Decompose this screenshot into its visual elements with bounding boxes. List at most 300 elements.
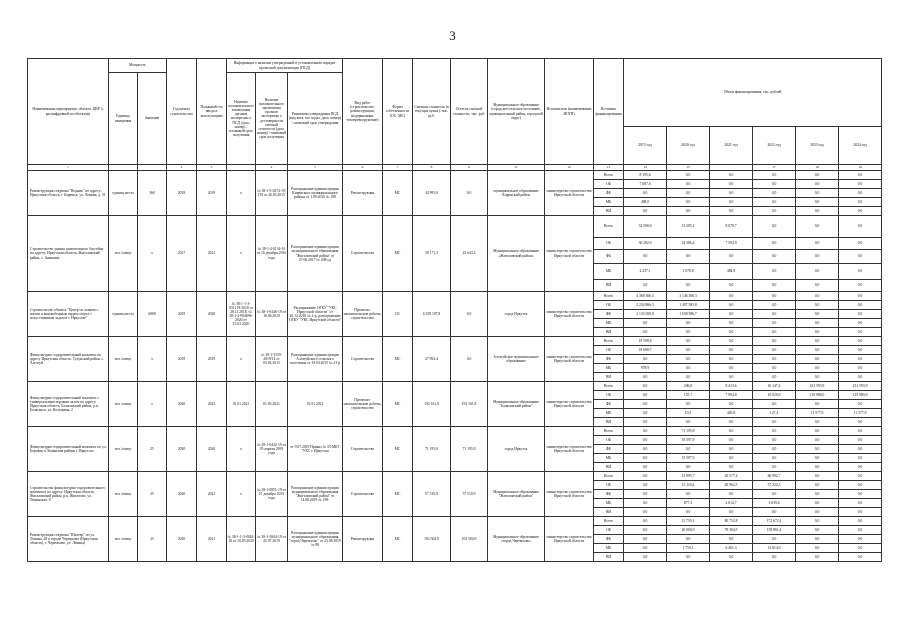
funding-amount: 0,0 bbox=[796, 373, 839, 382]
capacity-unit: чел./смену bbox=[109, 216, 138, 292]
funding-amount: 0,0 bbox=[839, 238, 882, 250]
funding-amount: 0,0 bbox=[839, 400, 882, 409]
funding-source: Всего bbox=[594, 382, 624, 391]
funding-amount: 420,8 bbox=[710, 409, 753, 418]
funding-amount: 0,0 bbox=[753, 355, 796, 364]
municipality: Муниципальное образование "Балаганский район" bbox=[488, 382, 545, 427]
cost-remainder: 22 643,2 bbox=[451, 216, 488, 292]
funding-amount: 0,0 bbox=[753, 508, 796, 517]
funding-amount: 3 146 368,3 bbox=[667, 292, 710, 301]
funding-amount: 0,0 bbox=[839, 526, 882, 535]
work-type: Реконструкция bbox=[343, 517, 383, 562]
estimated-cost: 27 992,4 bbox=[413, 337, 451, 382]
year-end: 2023 bbox=[197, 382, 227, 427]
object-name: Реконструкция стадиона "Водник" по адресу: Иркутская область, г. Киренск, ул. Ленина, д. 51 bbox=[28, 171, 109, 216]
funding-amount: 0,0 bbox=[796, 508, 839, 517]
funding-amount: 0,0 bbox=[667, 346, 710, 355]
funding-source: ОБ bbox=[594, 238, 624, 250]
funding-amount: 0,0 bbox=[710, 418, 753, 427]
funding-amount: 0,0 bbox=[839, 508, 882, 517]
estimated-cost: 71 195,8 bbox=[413, 427, 451, 472]
expertise: х bbox=[227, 427, 256, 472]
header-unit: Единица измерения bbox=[109, 73, 138, 165]
funding-amount: 0,0 bbox=[839, 517, 882, 526]
funding-amount: 484,8 bbox=[710, 264, 753, 280]
cost-remainder: 57 510,9 bbox=[451, 472, 488, 517]
cost-expertise: № 38-1-0446-19 от 16.06.2019 bbox=[256, 292, 288, 337]
funding-source: ОБ bbox=[594, 180, 624, 189]
funding-amount: 0,0 bbox=[624, 517, 667, 526]
capacity-value: 360 bbox=[138, 171, 167, 216]
funding-amount: 0,0 bbox=[667, 207, 710, 216]
funding-amount: 498,0 bbox=[624, 198, 667, 207]
funding-amount: 0,0 bbox=[753, 364, 796, 373]
funding-amount: 0,0 bbox=[624, 328, 667, 337]
funding-amount: 0,0 bbox=[839, 553, 882, 562]
funding-amount: 0,0 bbox=[710, 180, 753, 189]
funding-amount: 0,0 bbox=[839, 328, 882, 337]
funding-amount: 0,0 bbox=[624, 409, 667, 418]
page-number: 3 bbox=[449, 28, 456, 43]
funding-amount: 0,0 bbox=[753, 180, 796, 189]
funding-amount: 0,0 bbox=[667, 337, 710, 346]
funding-amount: 0,0 bbox=[796, 264, 839, 280]
funding-amount: 0,0 bbox=[624, 499, 667, 508]
funding-amount: 0,0 bbox=[796, 454, 839, 463]
header-rest: Остаток сметной стоимости, тыс. руб. bbox=[451, 59, 488, 165]
municipality: город Иркутск bbox=[488, 292, 545, 337]
funding-amount: 79 304,5 bbox=[710, 526, 753, 535]
funding-amount: 0,0 bbox=[839, 319, 882, 328]
funding-amount: 8 195,6 bbox=[624, 171, 667, 180]
funding-amount: 0,0 bbox=[839, 535, 882, 544]
funding-amount: 0,0 bbox=[710, 553, 753, 562]
header-year: 2022 год bbox=[753, 127, 796, 165]
work-type: Реконструкция bbox=[343, 171, 383, 216]
funding-amount: 0,0 bbox=[753, 553, 796, 562]
column-number: 1 bbox=[28, 165, 109, 171]
funding-amount: 0,0 bbox=[839, 198, 882, 207]
cost-remainder: 192 161,8 bbox=[451, 382, 488, 427]
capacity-value: 25 bbox=[138, 472, 167, 517]
year-start: 2017 bbox=[167, 216, 197, 292]
funding-amount: 0,0 bbox=[796, 544, 839, 553]
cost-expertise: № 38-1-3559-2019/14 от 03.02.2015 bbox=[256, 337, 288, 382]
funding-source: Всего bbox=[594, 292, 624, 301]
funding-amount: 0,0 bbox=[667, 445, 710, 454]
executor: министерство строительства Иркутской области bbox=[545, 337, 594, 382]
funding-amount: 0,0 bbox=[624, 481, 667, 490]
funding-amount: 0,0 bbox=[667, 463, 710, 472]
funding-amount: 0,0 bbox=[624, 355, 667, 364]
year-end: 2020 bbox=[197, 292, 227, 337]
funding-amount: 0,0 bbox=[710, 445, 753, 454]
funding-amount: 0,0 bbox=[667, 328, 710, 337]
header-cost-expertise: Наличие положительного заключения органов экспертизы о достоверности сметной стоимости (дата, номер) / плановый срок получения bbox=[256, 73, 288, 165]
funding-amount: 0,0 bbox=[753, 238, 796, 250]
funding-amount: 0,0 bbox=[667, 490, 710, 499]
funding-amount: 0,0 bbox=[839, 463, 882, 472]
capacity-unit: чел./смену bbox=[109, 472, 138, 517]
funding-amount: 0,0 bbox=[796, 355, 839, 364]
funding-amount: 0,0 bbox=[624, 382, 667, 391]
year-end: 2020 bbox=[197, 427, 227, 472]
funding-source: МБ bbox=[594, 454, 624, 463]
funding-amount: 0,0 bbox=[796, 400, 839, 409]
funding-amount: 0,0 bbox=[753, 292, 796, 301]
funding-amount: 127,4 bbox=[753, 409, 796, 418]
funding-amount: 978,9 bbox=[624, 364, 667, 373]
funding-amount: 0,0 bbox=[710, 328, 753, 337]
funding-source: Всего bbox=[594, 472, 624, 481]
column-number: 15 bbox=[667, 165, 710, 171]
estimated-cost: 57 510,9 bbox=[413, 472, 451, 517]
executor: министерство строительства Иркутской области bbox=[545, 382, 594, 427]
funding-amount: 8 413,6 bbox=[710, 382, 753, 391]
funding-amount: 0,0 bbox=[796, 280, 839, 292]
column-number: 9 bbox=[451, 165, 488, 171]
funding-amount: 0,0 bbox=[796, 216, 839, 238]
funding-amount: 1 497 583,8 bbox=[667, 301, 710, 310]
funding-amount: 0,0 bbox=[796, 180, 839, 189]
funding-amount: 45 577,2 bbox=[710, 472, 753, 481]
funding-amount: 0,0 bbox=[624, 391, 667, 400]
funding-amount: 155,7 bbox=[667, 391, 710, 400]
funding-amount: 0,0 bbox=[796, 517, 839, 526]
funding-amount: 0,0 bbox=[667, 400, 710, 409]
column-number: 13 bbox=[594, 165, 624, 171]
column-number: 14 bbox=[624, 165, 667, 171]
funding-amount: 0,0 bbox=[796, 319, 839, 328]
funding-amount: 0,0 bbox=[796, 526, 839, 535]
funding-amount: 0,0 bbox=[796, 418, 839, 427]
header-capacity: Мощность bbox=[109, 59, 167, 73]
funding-source: МБ bbox=[594, 319, 624, 328]
funding-amount: 0,0 bbox=[710, 189, 753, 198]
funding-source: ВИ bbox=[594, 463, 624, 472]
funding-amount: 0,0 bbox=[710, 292, 753, 301]
capacity-unit: чел./смену bbox=[109, 382, 138, 427]
funding-amount: 4 368 366,3 bbox=[624, 292, 667, 301]
approval: Распоряжение администрации муниципального образования "Жигаловский район" от 14.08.2019 № 199- bbox=[288, 472, 343, 517]
funding-amount: 0,0 bbox=[624, 508, 667, 517]
funding-amount: 0,0 bbox=[753, 301, 796, 310]
funding-amount: 0,0 bbox=[624, 418, 667, 427]
expertise: № 38-1-1-3-0044-18 от 10.05.2020 bbox=[227, 517, 256, 562]
funding-amount: 2 133 500,0 bbox=[624, 310, 667, 319]
capacity-value: х bbox=[138, 216, 167, 292]
funding-amount: 0,0 bbox=[753, 436, 796, 445]
column-number: 6 bbox=[343, 165, 383, 171]
funding-amount: 32 500,0 bbox=[624, 216, 667, 238]
funding-amount: 0,0 bbox=[710, 207, 753, 216]
funding-amount: 10 020,0 bbox=[753, 391, 796, 400]
funding-amount: 15 597,9 bbox=[667, 454, 710, 463]
funding-source: ВИ bbox=[594, 508, 624, 517]
funding-amount: 0,0 bbox=[839, 472, 882, 481]
expertise: х bbox=[227, 216, 256, 292]
year-end: 2022 bbox=[197, 472, 227, 517]
funding-source: ФБ bbox=[594, 490, 624, 499]
funding-amount: 10,3 bbox=[667, 409, 710, 418]
ownership: МС bbox=[383, 216, 413, 292]
municipality: муниципальное образование Киренский район bbox=[488, 171, 545, 216]
funding-amount: 0,0 bbox=[710, 436, 753, 445]
cost-remainder: 102 504,9 bbox=[451, 517, 488, 562]
object-name: Физкультурно-оздоровительный комплекс по адресу Иркутская область, Тулунский район, с. Алгатуй bbox=[28, 337, 109, 382]
header-year: 2015 год bbox=[624, 127, 667, 165]
funding-amount: 8 078,7 bbox=[710, 216, 753, 238]
funding-amount: 57 222,3 bbox=[753, 481, 796, 490]
funding-amount: 0,0 bbox=[796, 436, 839, 445]
funding-amount: 0,0 bbox=[796, 499, 839, 508]
funding-amount: 0,0 bbox=[624, 427, 667, 436]
funding-amount: 0,0 bbox=[796, 364, 839, 373]
table-row bbox=[28, 427, 882, 436]
year-start: 2020 bbox=[167, 472, 197, 517]
capacity-unit: единиц места bbox=[109, 171, 138, 216]
expertise: х bbox=[227, 337, 256, 382]
year-start: 2020 bbox=[167, 427, 197, 472]
capacity-value: х bbox=[138, 382, 167, 427]
table-row bbox=[28, 337, 882, 346]
funding-amount: 0,0 bbox=[667, 418, 710, 427]
funding-amount: 0,0 bbox=[753, 337, 796, 346]
funding-amount: 0,0 bbox=[796, 553, 839, 562]
funding-amount: 13 116,4 bbox=[667, 481, 710, 490]
funding-amount: 0,0 bbox=[624, 472, 667, 481]
executor: министерство строительства Иркутской области bbox=[545, 171, 594, 216]
funding-amount: 0,0 bbox=[753, 346, 796, 355]
funding-source: Всего bbox=[594, 427, 624, 436]
cost-expertise: № 38-1-0432-19 от 05 апреля 2019 года bbox=[256, 427, 288, 472]
table-row bbox=[28, 216, 882, 238]
funding-amount: 0,0 bbox=[839, 301, 882, 310]
table-row bbox=[28, 472, 882, 481]
funding-source: ВИ bbox=[594, 207, 624, 216]
table-row bbox=[28, 517, 882, 526]
funding-amount: 0,0 bbox=[710, 337, 753, 346]
funding-amount: 7 994,8 bbox=[710, 391, 753, 400]
funding-amount: 0,0 bbox=[710, 508, 753, 517]
municipality: Муниципальное образование «Жигаловский район» bbox=[488, 216, 545, 292]
funding-source: ФБ bbox=[594, 355, 624, 364]
funding-amount: 60 992,7 bbox=[753, 472, 796, 481]
approval: от 9.07.2019 Приказ № 33-МБУ "УКС г. Иркутска bbox=[288, 427, 343, 472]
funding-amount: 0,0 bbox=[839, 216, 882, 238]
object-name: Физкультурно-оздоровительный комплекс по ул. Боровая и Ленинская района г. Иркутска bbox=[28, 427, 109, 472]
approval: Распоряжение ОГКУ "УКС Иркутской области" от 26.12.2018 № 2-р, распоряжение ОГКУ "УКС Иркутской области" bbox=[288, 292, 343, 337]
funding-amount: 0,0 bbox=[839, 180, 882, 189]
cost-remainder: 71 195,8 bbox=[451, 427, 488, 472]
funding-amount: 0,0 bbox=[624, 553, 667, 562]
funding-amount: 2 237,1 bbox=[624, 264, 667, 280]
funding-amount: 0,0 bbox=[796, 328, 839, 337]
column-number: 11 bbox=[488, 165, 545, 171]
year-start: 2020 bbox=[167, 517, 197, 562]
funding-amount: 21 759,1 bbox=[667, 517, 710, 526]
funding-amount: 0,0 bbox=[753, 328, 796, 337]
cost-expertise: 01.03.2021 bbox=[256, 382, 288, 427]
municipality: Муниципальное образование "Жигаловский район" bbox=[488, 472, 545, 517]
funding-amount: 6 461,3 bbox=[710, 544, 753, 553]
funding-amount: 16 147,4 bbox=[753, 382, 796, 391]
ownership: ОС bbox=[383, 292, 413, 337]
funding-amount: 0,0 bbox=[667, 508, 710, 517]
header-year: 2020 год bbox=[667, 127, 710, 165]
funding-amount: 231 593,9 bbox=[839, 382, 882, 391]
funding-amount: 0,0 bbox=[667, 553, 710, 562]
column-number: 4 bbox=[256, 165, 288, 171]
funding-source: МБ bbox=[594, 264, 624, 280]
funding-amount: 0,0 bbox=[624, 535, 667, 544]
object-name: Строительство объекта "Центр по хоккею с мячом и конькобежным видам спорта с искусственным льдом в г. Иркутске" bbox=[28, 292, 109, 337]
table-row bbox=[28, 171, 882, 180]
funding-source: ОБ bbox=[594, 481, 624, 490]
funding-source: ОБ bbox=[594, 526, 624, 535]
municipality: Муниципальное образование «город Черемхово» bbox=[488, 517, 545, 562]
funding-amount: 0,0 bbox=[710, 463, 753, 472]
funding-amount: 0,0 bbox=[753, 207, 796, 216]
funding-amount: 0,0 bbox=[796, 346, 839, 355]
funding-amount: 0,0 bbox=[753, 310, 796, 319]
funding-amount: 0,0 bbox=[839, 445, 882, 454]
funding-amount: 0,0 bbox=[839, 499, 882, 508]
funding-amount: 219 980,0 bbox=[839, 391, 882, 400]
funding-amount: 0,0 bbox=[839, 481, 882, 490]
expertise: 01.01.2021 bbox=[227, 382, 256, 427]
funding-amount: 0,0 bbox=[667, 198, 710, 207]
table-row bbox=[28, 382, 882, 391]
cost-remainder: 0,0 bbox=[451, 171, 488, 216]
funding-source: МБ bbox=[594, 364, 624, 373]
funding-amount: 0,0 bbox=[667, 180, 710, 189]
funding-amount: 0,0 bbox=[667, 364, 710, 373]
estimated-cost: 102 504,9 bbox=[413, 517, 451, 562]
estimated-cost: 6 359 197,8 bbox=[413, 292, 451, 337]
object-name: Строительство здания плавательного бассейна по адресу: Иркутская область, Жигаловский район, с. Знаменка bbox=[28, 216, 109, 292]
column-number: 18 bbox=[796, 165, 839, 171]
funding-amount: 71 195,8 bbox=[667, 427, 710, 436]
header-year-start: Год начала строительства bbox=[167, 59, 197, 165]
funding-amount: 0,0 bbox=[796, 463, 839, 472]
header-approval: Реквизиты утверждения ПСД (вид акта, кто издал, дата, номер) / плановый срок утверждения bbox=[288, 73, 343, 165]
header-ownership: Форма собственности (ОС/ МС) bbox=[383, 59, 413, 165]
funding-amount: 0,0 bbox=[710, 319, 753, 328]
funding-amount: 0,0 bbox=[624, 207, 667, 216]
funding-amount: 0,0 bbox=[710, 373, 753, 382]
ownership: МС bbox=[383, 517, 413, 562]
funding-amount: 172 672,4 bbox=[753, 517, 796, 526]
funding-amount: 0,0 bbox=[710, 427, 753, 436]
column-number: 8 bbox=[413, 165, 451, 171]
year-end: 2019 bbox=[197, 337, 227, 382]
column-number: 17 bbox=[753, 165, 796, 171]
column-number: 12 bbox=[545, 165, 594, 171]
column-number: 2 bbox=[167, 165, 197, 171]
ownership: МС bbox=[383, 427, 413, 472]
funding-source: ФБ bbox=[594, 189, 624, 198]
funding-amount: 80 752,8 bbox=[710, 517, 753, 526]
estimated-cost: 192 161,8 bbox=[413, 382, 451, 427]
municipality: город Иркутск bbox=[488, 427, 545, 472]
funding-amount: 1 078,8 bbox=[667, 264, 710, 280]
funding-amount: 0,0 bbox=[667, 373, 710, 382]
header-value: Значение bbox=[138, 73, 167, 165]
funding-amount: 0,0 bbox=[710, 400, 753, 409]
executor: министерство строительства Иркутской области bbox=[545, 517, 594, 562]
funding-amount: 0,0 bbox=[753, 373, 796, 382]
funding-amount: 0,0 bbox=[710, 250, 753, 264]
capacity-unit: чел./смену bbox=[109, 337, 138, 382]
funding-amount: 18 608,7 bbox=[624, 346, 667, 355]
cost-expertise: № 38-1-5-0274-19/ГИ от 26.03.2015 bbox=[256, 171, 288, 216]
funding-amount: 1 638 586,7 bbox=[667, 310, 710, 319]
funding-amount: 0,0 bbox=[796, 189, 839, 198]
funding-source: ФБ bbox=[594, 535, 624, 544]
funding-amount: 7 687,6 bbox=[624, 180, 667, 189]
funding-amount: 0,0 bbox=[839, 454, 882, 463]
funding-amount: 0,0 bbox=[796, 490, 839, 499]
funding-amount: 0,0 bbox=[839, 346, 882, 355]
executor: министерство строительства Иркутской области bbox=[545, 427, 594, 472]
column-number: 3 bbox=[197, 165, 227, 171]
funding-amount: 0,0 bbox=[753, 535, 796, 544]
ownership: МС bbox=[383, 171, 413, 216]
funding-amount: 0,0 bbox=[753, 445, 796, 454]
header-cost: Сметная стоимость (в текущих ценах), тыс. руб. bbox=[413, 59, 451, 165]
header-year: 2021 год bbox=[710, 127, 753, 165]
funding-amount: 0,0 bbox=[624, 319, 667, 328]
funding-source: МБ bbox=[594, 544, 624, 553]
funding-source: ФБ bbox=[594, 445, 624, 454]
funding-source: ФБ bbox=[594, 400, 624, 409]
funding-amount: 30 292,9 bbox=[624, 238, 667, 250]
funding-amount: 0,0 bbox=[753, 280, 796, 292]
funding-amount: 0,0 bbox=[624, 250, 667, 264]
funding-source: Всего bbox=[594, 171, 624, 180]
capacity-value: 6000 bbox=[138, 292, 167, 337]
capacity-value: 25 bbox=[138, 517, 167, 562]
year-start: 2018 bbox=[167, 171, 197, 216]
funding-amount: 0,0 bbox=[796, 481, 839, 490]
cost-remainder: 0,0 bbox=[451, 292, 488, 337]
funding-amount: 7 594,9 bbox=[710, 238, 753, 250]
funding-amount: 40 962,5 bbox=[710, 481, 753, 490]
ownership: МС bbox=[383, 337, 413, 382]
funding-source: МБ bbox=[594, 198, 624, 207]
table-row bbox=[28, 292, 882, 301]
funding-source: МБ bbox=[594, 499, 624, 508]
funding-amount: 11 577,9 bbox=[796, 409, 839, 418]
funding-amount: 0,0 bbox=[839, 264, 882, 280]
funding-amount: 0,0 bbox=[710, 171, 753, 180]
funding-amount: 0,0 bbox=[753, 418, 796, 427]
funding-amount: 0,0 bbox=[839, 171, 882, 180]
ownership: МС bbox=[383, 382, 413, 427]
funding-amount: 0,0 bbox=[753, 250, 796, 264]
funding-amount: 0,0 bbox=[753, 454, 796, 463]
funding-amount: 0,0 bbox=[667, 535, 710, 544]
funding-amount: 0,0 bbox=[839, 373, 882, 382]
funding-amount: 0,0 bbox=[839, 337, 882, 346]
funding-source: ФБ bbox=[594, 250, 624, 264]
funding-amount: 0,0 bbox=[839, 189, 882, 198]
funding-amount: 877,3 bbox=[667, 499, 710, 508]
funding-amount: 0,0 bbox=[624, 544, 667, 553]
funding-amount: 0,0 bbox=[624, 189, 667, 198]
funding-source: МБ bbox=[594, 409, 624, 418]
